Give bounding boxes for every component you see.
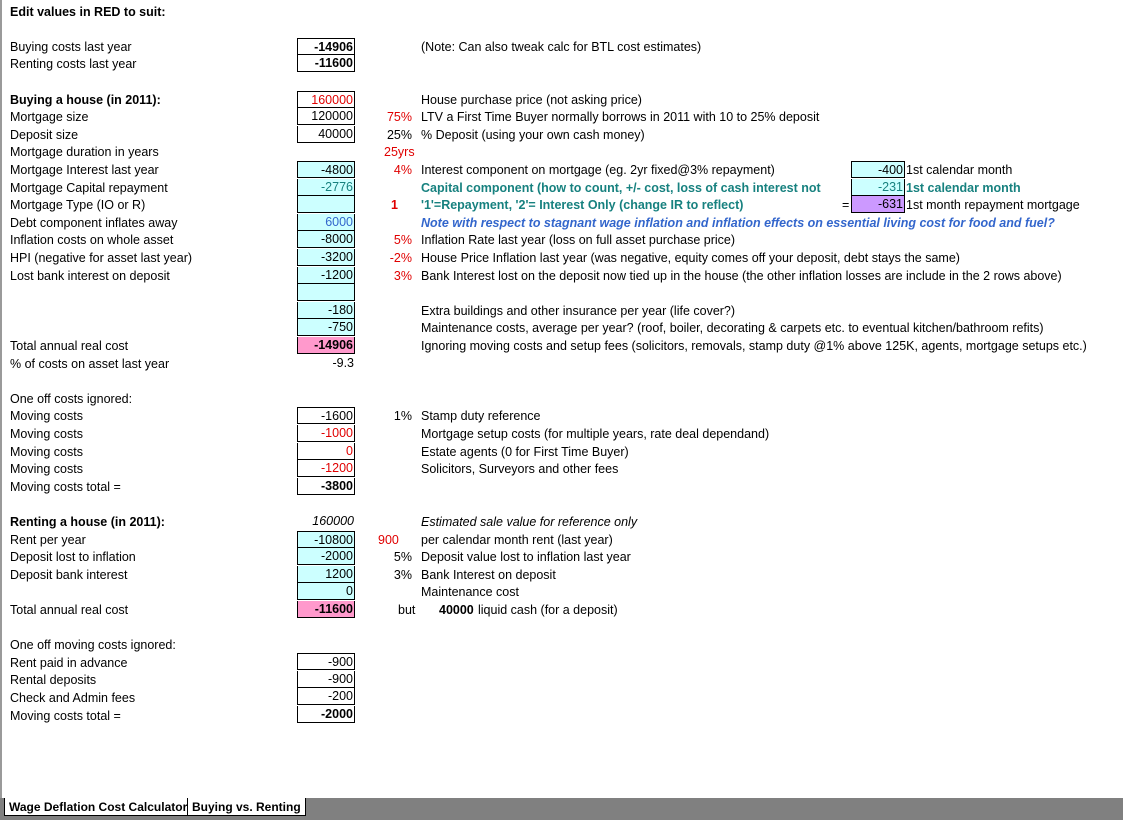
buy-total-label: Total annual real cost <box>10 339 129 353</box>
repay-month-cell[interactable]: -631 <box>851 196 905 213</box>
deposit-inflation-cell[interactable]: -2000 <box>297 548 355 565</box>
rent-oneoff-heading: One off moving costs ignored: <box>10 638 176 652</box>
capital-month-label: 1st calendar month <box>906 181 1021 195</box>
bank-interest-cell[interactable]: -1200 <box>297 267 355 284</box>
sale-value-cell[interactable]: 160000 <box>297 513 355 530</box>
rent-total-cell[interactable]: -11600 <box>297 601 355 618</box>
deposit-inflation-label: Deposit lost to inflation <box>10 550 136 564</box>
bank-interest-desc: Bank Interest lost on the deposit now tied up in the house (the other inflation losses are include in the 2 rows above) <box>421 269 1062 283</box>
rent-maintenance-cell[interactable]: 0 <box>297 583 355 600</box>
tab-wage-deflation[interactable]: Wage Deflation Cost Calculator <box>4 798 192 816</box>
purchase-price-cell[interactable]: 160000 <box>297 91 355 108</box>
rent-moving-total-label: Moving costs total = <box>10 709 121 723</box>
deposit-bank-cell[interactable]: 1200 <box>297 566 355 583</box>
moving-cost-label: Moving costs <box>10 445 83 459</box>
liquid-cash-desc: liquid cash (for a deposit) <box>478 603 618 617</box>
moving-cost-label: Moving costs <box>10 462 83 476</box>
sheet-tab-bar <box>0 798 1123 820</box>
renting-costs-label: Renting costs last year <box>10 57 137 71</box>
maintenance-desc: Maintenance costs, average per year? (roof, boiler, decorating & carpets etc. to eventual kitchen/bathroom refits) <box>421 321 1044 335</box>
rent-per-year-label: Rent per year <box>10 533 86 547</box>
moving-cost-cell[interactable]: -1200 <box>297 460 355 477</box>
liquid-cash-value: 40000 <box>439 603 474 617</box>
interest-label: Mortgage Interest last year <box>10 163 159 177</box>
buying-costs-label: Buying costs last year <box>10 40 132 54</box>
maintenance-cell[interactable]: -750 <box>297 319 355 336</box>
buying-heading: Buying a house (in 2011): <box>10 93 161 107</box>
inflation-pct-cell[interactable]: 5% <box>393 233 412 247</box>
interest-desc: Interest component on mortgage (eg. 2yr fixed@3% repayment) <box>421 163 775 177</box>
debt-label: Debt component inflates away <box>10 216 178 230</box>
rent-moving-total-cell[interactable]: -2000 <box>297 706 355 723</box>
deposit-inflation-pct[interactable]: 5% <box>393 550 412 564</box>
buy-total-desc: Ignoring moving costs and setup fees (solicitors, removals, stamp duty @1% above 125K, agents, mortgage setups etc.) <box>421 339 1087 353</box>
sheet-title: Edit values in RED to suit: <box>10 5 166 19</box>
mortgage-size-label: Mortgage size <box>10 110 89 124</box>
deposit-bank-label: Deposit bank interest <box>10 568 128 582</box>
rent-oneoff-label: Rent paid in advance <box>10 656 128 670</box>
renting-costs-cell[interactable]: -11600 <box>297 55 355 72</box>
deposit-inflation-desc: Deposit value lost to inflation last year <box>421 550 631 564</box>
repay-month-label: 1st month repayment mortgage <box>906 198 1080 212</box>
moving-cost-desc: Estate agents (0 for First Time Buyer) <box>421 445 629 459</box>
rent-oneoff-label: Check and Admin fees <box>10 691 136 705</box>
ltv-pct-cell[interactable]: 75% <box>386 110 412 124</box>
rent-month-cell[interactable]: 900 <box>378 533 399 547</box>
buy-total-cell[interactable]: -14906 <box>297 337 355 354</box>
hpi-label: HPI (negative for asset last year) <box>10 251 193 265</box>
capital-desc: Capital component (how to count, +/- cost, loss of cash interest not <box>421 181 821 195</box>
equals-sign: = <box>842 198 850 212</box>
capital-month-cell[interactable]: -231 <box>851 179 905 196</box>
rent-oneoff-cell[interactable]: -900 <box>297 653 355 670</box>
deposit-pct-cell[interactable]: 25% <box>386 128 412 142</box>
moving-cost-desc: Mortgage setup costs (for multiple years, rate deal dependand) <box>421 427 770 441</box>
rent-oneoff-cell[interactable]: -200 <box>297 688 355 705</box>
deposit-bank-pct[interactable]: 3% <box>393 568 412 582</box>
debt-note: Note with respect to stagnant wage inflation and inflation effects on essential living cost for food and fuel? <box>421 216 1055 230</box>
mortgage-type-cell[interactable] <box>297 196 355 213</box>
duration-cell[interactable]: 25yrs <box>384 145 415 159</box>
buy-moving-total-label: Moving costs total = <box>10 480 121 494</box>
hpi-desc: House Price Inflation last year (was negative, equity comes off your deposit, debt stays the same) <box>421 251 960 265</box>
buy-oneoff-heading: One off costs ignored: <box>10 392 133 406</box>
inflation-label: Inflation costs on whole asset <box>10 233 174 247</box>
interest-cell[interactable]: -4800 <box>297 161 355 178</box>
duration-label: Mortgage duration in years <box>10 145 159 159</box>
blank-cell[interactable] <box>297 284 355 301</box>
capital-cell[interactable]: -2776 <box>297 179 355 196</box>
deposit-size-cell[interactable]: 40000 <box>297 126 355 143</box>
mortgage-size-cell[interactable]: 120000 <box>297 108 355 125</box>
deposit-desc: % Deposit (using your own cash money) <box>421 128 645 142</box>
interest-pct-cell[interactable]: 4% <box>393 163 412 177</box>
pct-costs-cell[interactable]: -9.3 <box>297 355 355 372</box>
debt-cell[interactable]: 6000 <box>297 214 355 231</box>
moving-cost-cell[interactable]: -1600 <box>297 407 355 424</box>
moving-cost-label: Moving costs <box>10 409 83 423</box>
rent-oneoff-cell[interactable]: -900 <box>297 671 355 688</box>
stamp-duty-pct[interactable]: 1% <box>393 409 412 423</box>
capital-label: Mortgage Capital repayment <box>10 181 168 195</box>
deposit-bank-desc: Bank Interest on deposit <box>421 568 556 582</box>
mortgage-type-value[interactable]: 1 <box>391 198 398 212</box>
sheet-left-edge <box>0 0 2 798</box>
sale-value-desc: Estimated sale value for reference only <box>421 515 638 529</box>
hpi-pct-cell[interactable]: -2% <box>389 251 412 265</box>
interest-month-cell[interactable]: -400 <box>851 161 905 178</box>
rent-per-year-cell[interactable]: -10800 <box>297 531 355 548</box>
bank-interest-pct-cell[interactable]: 3% <box>393 269 412 283</box>
purchase-price-desc: House purchase price (not asking price) <box>421 93 642 107</box>
insurance-cell[interactable]: -180 <box>297 302 355 319</box>
rent-total-label: Total annual real cost <box>10 603 129 617</box>
buying-costs-cell[interactable]: -14906 <box>297 38 355 55</box>
moving-cost-desc: Stamp duty reference <box>421 409 541 423</box>
inflation-cell[interactable]: -8000 <box>297 231 355 248</box>
ltv-desc: LTV a First Time Buyer normally borrows in 2011 with 10 to 25% deposit <box>421 110 820 124</box>
moving-cost-desc: Solicitors, Surveyors and other fees <box>421 462 619 476</box>
insurance-desc: Extra buildings and other insurance per year (life cover?) <box>421 304 736 318</box>
tab-buying-vs-renting[interactable]: Buying vs. Renting <box>187 798 306 816</box>
mortgage-type-desc: '1'=Repayment, '2'= Interest Only (change IR to reflect) <box>421 198 744 212</box>
rent-oneoff-label: Rental deposits <box>10 673 97 687</box>
moving-cost-label: Moving costs <box>10 427 83 441</box>
buy-moving-total-cell[interactable]: -3800 <box>297 478 355 495</box>
pct-costs-label: % of costs on asset last year <box>10 357 170 371</box>
hpi-cell[interactable]: -3200 <box>297 249 355 266</box>
moving-cost-cell[interactable]: -1000 <box>297 425 355 442</box>
btl-note: (Note: Can also tweak calc for BTL cost estimates) <box>421 40 702 54</box>
deposit-size-label: Deposit size <box>10 128 79 142</box>
bank-interest-label: Lost bank interest on deposit <box>10 269 170 283</box>
interest-month-label: 1st calendar month <box>906 163 1013 177</box>
but-label: but <box>398 603 416 617</box>
inflation-desc: Inflation Rate last year (loss on full asset purchase price) <box>421 233 736 247</box>
rent-month-desc: per calendar month rent (last year) <box>421 533 613 547</box>
moving-cost-cell[interactable]: 0 <box>297 443 355 460</box>
mortgage-type-label: Mortgage Type (IO or R) <box>10 198 146 212</box>
renting-heading: Renting a house (in 2011): <box>10 515 165 529</box>
rent-maintenance-desc: Maintenance cost <box>421 585 519 599</box>
